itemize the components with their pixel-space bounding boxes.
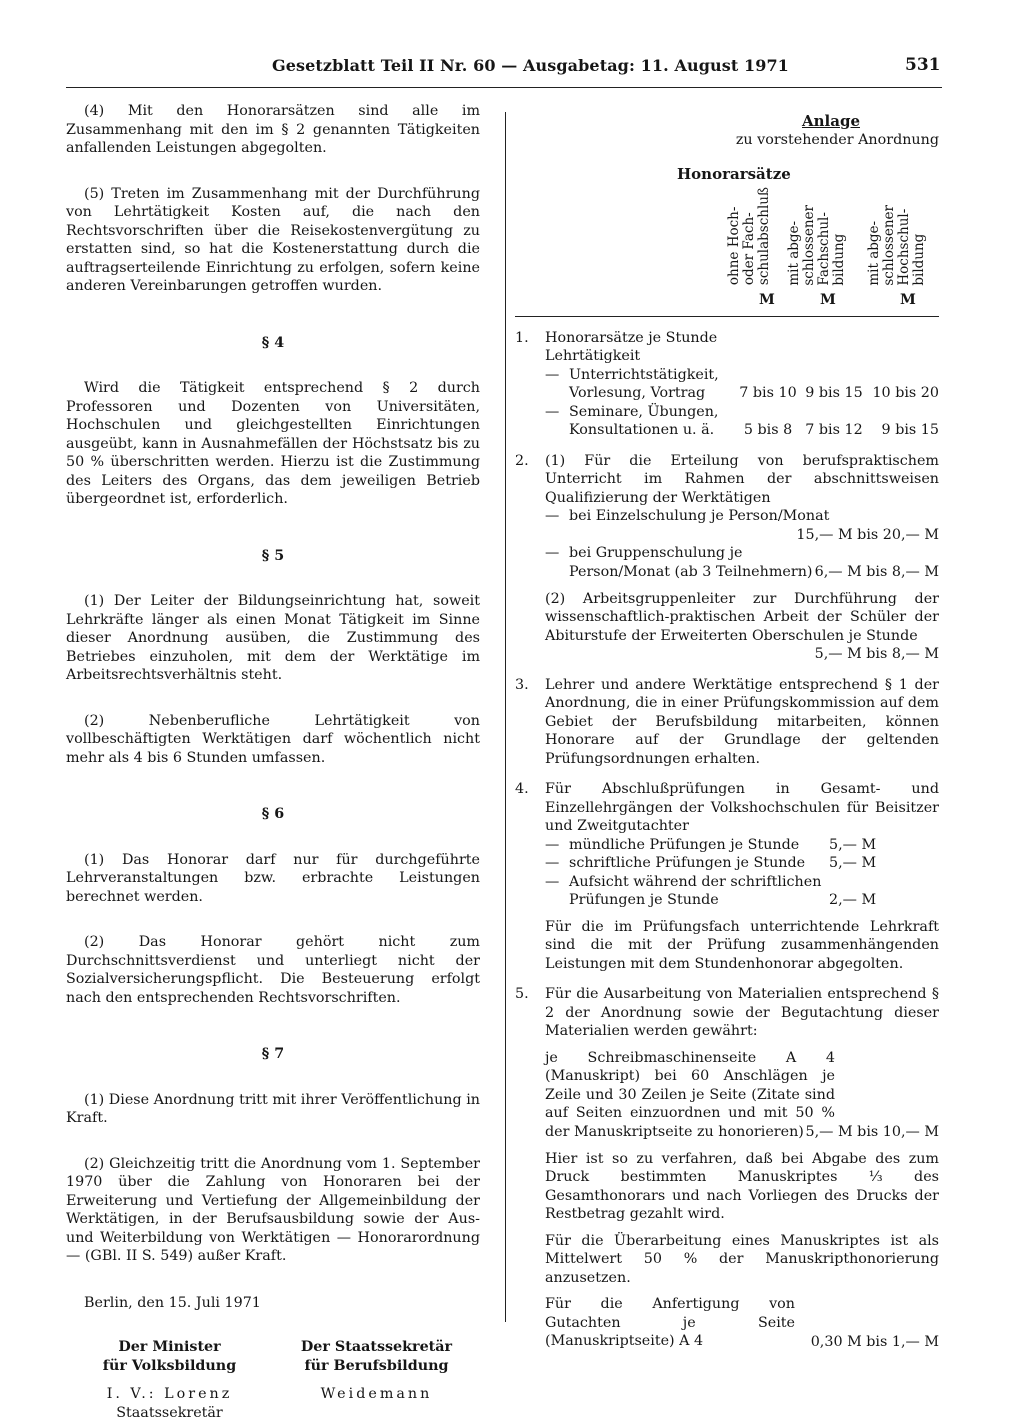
sig1-role: Staatssekretär (66, 1404, 273, 1422)
sig2-name: Weidemann (273, 1385, 480, 1404)
item-1-row-a-value-3: 10 bis 20 (867, 384, 939, 403)
item-1-row-b-value-2: 7 bis 12 (801, 421, 867, 440)
header-rule (66, 87, 942, 88)
section-7-paragraph-2: (2) Gleichzeitig tritt die Anordnung vom 1. September 1970 über die Zahlung von Honoraren bei der Erweiterung und Vertiefung der Allgemeinbildung der Werktätigen, in der Berufsausbildung sowie der Aus- und Weiterbildung von Werktätigen — Honorarordnung — (GBl. II S. 549) außer Kraft. (66, 1155, 480, 1266)
item-4-row-c-label: Aufsicht während der schriftlichen Prüfungen je Stunde (569, 873, 829, 910)
item-4-row-b-amount: 5,— M (829, 854, 939, 873)
unit-col-3: M (900, 291, 916, 310)
item-4-row-a-amount: 5,— M (829, 836, 939, 855)
item-5 (515, 985, 939, 1351)
section-4-text: Wird die Tätigkeit entsprechend § 2 durch Professoren und Dozenten von Universitäten, Hochschulen und gleichgestellten Einrichtungen ausgeübt, kann in Ausnahmefällen der Höchstsatz bis zu 50 % überschritten werden. Hierzu ist die Zustimmung des Leiters des Organs, das dem jeweiligen Betrieb übergeordnet ist, erforderlich. (66, 379, 480, 509)
signature-minister (66, 1338, 273, 1422)
section-5-title: § 5 (66, 547, 480, 566)
item-1-heading: Honorarsätze je Stunde Lehrtätigkeit (545, 329, 725, 366)
item-1-row-a-value-1: 7 bis 10 (735, 384, 801, 403)
item-1-row-b-value-3: 9 bis 15 (867, 421, 939, 440)
honorarsaetze-title: Honorarsätze (677, 165, 939, 184)
item-5-number: 5. (515, 985, 545, 1351)
signatures (66, 1338, 480, 1422)
item-2-paragraph-2: (2) Arbeitsgruppenleiter zur Durchführung der wissenschaftlich-praktischen Arbeit der Schüler der Abiturstufe der Erweiterten Oberschulen je Stunde (545, 590, 939, 646)
item-2-row-b: — bei Gruppenschulung je Person/Monat (ab 3 Teilnehmern) (545, 544, 939, 581)
item-4-row-b-label: schriftliche Prüfungen je Stunde (569, 854, 829, 873)
sig1-ministry: für Volksbildung (66, 1357, 273, 1376)
item-1 (515, 329, 939, 440)
anlage-subtitle: zu vorstehender Anordnung (515, 131, 939, 150)
table-column-headers (515, 184, 939, 312)
item-2-number: 2. (515, 452, 545, 664)
item-1-row-b-label: Seminare, Übungen, Konsultationen u. ä. (569, 403, 735, 440)
item-5-a-amount: 5,— M bis 10,— M (545, 1123, 939, 1142)
column-header-3: mit abge- schlossener Hochschul- bildung (867, 205, 927, 286)
item-4-row-a-label: mündliche Prüfungen je Stunde (569, 836, 829, 855)
paragraph-5: (5) Treten im Zusammenhang mit der Durchführung von Lehrtätigkeit Kosten auf, die nach den Rechtsvorschriften über die Reisekostenvergütung zu erstatten sind, so hat die Kostenerstattung durch die auftragserteilende Einrichtung zu erfolgen, sofern keine anderen Vereinbarungen getroffen wurden. (66, 185, 480, 296)
item-5-text: Für die Ausarbeitung von Materialien entsprechend § 2 der Anordnung sowie der Begutachtung dieser Materialien werden gewährt: (545, 985, 939, 1041)
item-4 (515, 780, 939, 973)
unit-col-2: M (820, 291, 836, 310)
item-5-d-text: Für die Anfertigung von Gutachten je Seite (Manuskriptseite) A 4 (545, 1295, 795, 1351)
paragraph-4: (4) Mit den Honorarsätzen sind alle im Zusammenhang mit den im § 2 genannten Tätigkeiten anfallenden Leistungen abgegolten. (66, 102, 480, 158)
item-3-text: Lehrer und andere Werktätige entsprechend § 1 der Anordnung, die in einer Prüfungskommission auf dem Gebiet der Berufsbildung mitarbeiten, können Honorare auf der Grundlage der geltenden Prüfungsordnungen erhalten. (545, 676, 939, 769)
section-5-paragraph-2: (2) Nebenberufliche Lehrtätigkeit von vollbeschäftigten Werktätigen darf wöchentlich nicht mehr als 4 bis 6 Stunden umfassen. (66, 712, 480, 768)
item-5-b-text: Hier ist so zu verfahren, daß bei Abgabe des zum Druck bestimmten Manuskriptes ⅓ des Gesamthonorars und nach Vorliegen des Drucks der Restbetrag gezahlt wird. (545, 1150, 939, 1224)
item-3 (515, 676, 939, 769)
column-header-2: mit abge- schlossener Fachschul- bildung (787, 205, 847, 286)
page-number: 531 (905, 56, 941, 75)
place-date: Berlin, den 15. Juli 1971 (66, 1294, 480, 1313)
item-1-row-a-label: Unterrichtstätigkeit, Vorlesung, Vortrag (569, 366, 735, 403)
left-column (66, 102, 480, 1422)
table-rule (515, 316, 939, 317)
item-4-row-a: — mündliche Prüfungen je Stunde 5,— M (545, 836, 939, 855)
item-1-row-b: — Seminare, Übungen, Konsultationen u. ä. 5 bis 8 7 bis 12 9 bis 15 (545, 403, 939, 440)
section-6-title: § 6 (66, 805, 480, 824)
section-7-paragraph-1: (1) Diese Anordnung tritt mit ihrer Veröffentlichung in Kraft. (66, 1091, 480, 1128)
section-5-paragraph-1: (1) Der Leiter der Bildungseinrichtung hat, soweit Lehrkräfte länger als einen Monat Tätigkeit im Sinne dieser Anordnung ausüben, die Zustimmung des Betriebes einzuholen, mit dem der Werktätige im Arbeitsrechtsverhältnis steht. (66, 592, 480, 685)
item-2-row-a-amount: 15,— M bis 20,— M (545, 526, 939, 545)
sig1-title: Der Minister (66, 1338, 273, 1357)
item-4-row-c-amount: 2,— M (829, 891, 939, 910)
item-2-row-a-label: bei Einzelschulung je Person/Monat (569, 507, 829, 526)
item-2 (515, 452, 939, 664)
section-6-paragraph-2: (2) Das Honorar gehört nicht zum Durchschnittsverdienst und unterliegt nicht der Sozialversicherungspflicht. Die Besteuerung erfolgt nach den entsprechenden Rechtsvorschriften. (66, 933, 480, 1007)
item-5-a-text: je Schreibmaschinenseite A 4 (Manuskript) bei 60 Anschlägen je Zeile und 30 Zeilen je Seite (Zitate sind auf Seiten einzuordnen und mit 50 % der Manuskriptseite zu honorieren) (545, 1049, 835, 1142)
item-5-c-text: Für die Überarbeitung eines Manuskriptes ist als Mittelwert 50 % der Manuskripthonorierung anzusetzen. (545, 1232, 939, 1288)
page-header: Gesetzblatt Teil II Nr. 60 — Ausgabetag: 11. August 1971 (272, 57, 789, 76)
signature-secretary (273, 1338, 480, 1422)
item-4-row-b: — schriftliche Prüfungen je Stunde 5,— M (545, 854, 939, 873)
item-2-row-b-label: bei Gruppenschulung je Person/Monat (ab 3 Teilnehmern) (569, 544, 839, 581)
item-5-d-amount: 0,30 M bis 1,— M (545, 1333, 939, 1352)
item-4-note: Für die im Prüfungsfach unterrichtende Lehrkraft sind die mit der Prüfung zusammenhängenden Leistungen mit dem Stundenhonorar abgegolten. (545, 918, 939, 974)
sig1-name: I. V.: Lorenz (66, 1385, 273, 1404)
column-header-1: ohne Hoch- oder Fach- schulabschluß (727, 187, 772, 285)
unit-col-1: M (759, 291, 775, 310)
item-4-number: 4. (515, 780, 545, 973)
item-2-paragraph-2-amount: 5,— M bis 8,— M (545, 645, 939, 664)
item-2-paragraph-1: (1) Für die Erteilung von berufspraktischem Unterricht im Rahmen der abschnittsweisen Qualifizierung der Werktätigen (545, 452, 939, 508)
item-4-row-c: — Aufsicht während der schriftlichen Prüfungen je Stunde 2,— M (545, 873, 939, 910)
sig2-office: für Berufsbildung (273, 1357, 480, 1376)
item-1-row-b-value-1: 5 bis 8 (735, 421, 801, 440)
item-2-row-b-amount: 6,— M bis 8,— M (545, 563, 939, 582)
column-divider (505, 112, 506, 1322)
sig2-title: Der Staatssekretär (273, 1338, 480, 1357)
section-4-title: § 4 (66, 334, 480, 353)
item-4-text: Für Abschlußprüfungen in Gesamt- und Einzellehrgängen der Volkshochschulen für Beisitzer und Zweitgutachter (545, 780, 939, 836)
right-column (515, 112, 939, 1351)
anlage-title: Anlage (515, 112, 939, 131)
item-1-row-a-value-2: 9 bis 15 (801, 384, 867, 403)
section-6-paragraph-1: (1) Das Honorar darf nur für durchgeführte Lehrveranstaltungen bzw. erbrachte Leistungen berechnet werden. (66, 851, 480, 907)
item-1-number: 1. (515, 329, 545, 440)
item-3-number: 3. (515, 676, 545, 769)
item-2-row-a: — bei Einzelschulung je Person/Monat (545, 507, 939, 526)
section-7-title: § 7 (66, 1045, 480, 1064)
item-1-row-a: — Unterrichtstätigkeit, Vorlesung, Vortrag 7 bis 10 9 bis 15 10 bis 20 (545, 366, 939, 403)
